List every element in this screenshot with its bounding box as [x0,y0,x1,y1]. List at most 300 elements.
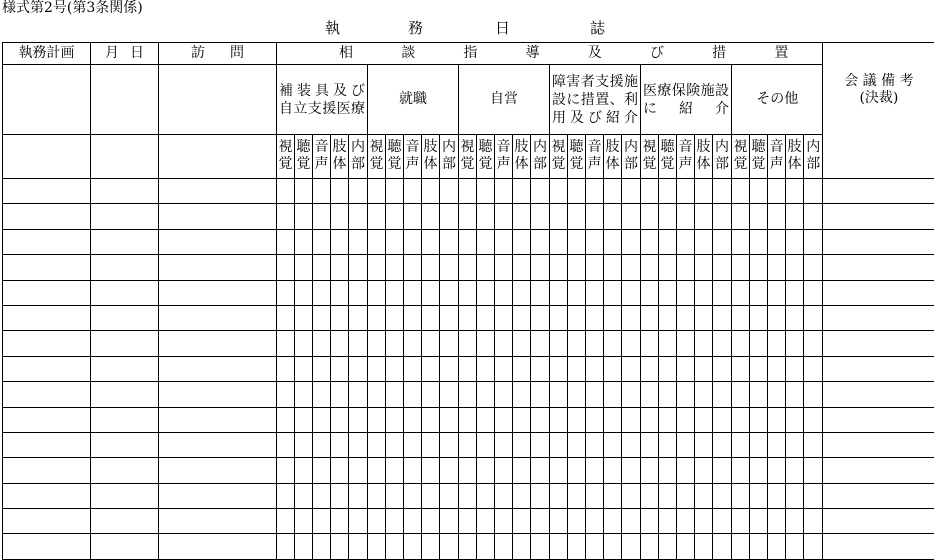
entry-cell[interactable] [713,331,732,356]
entry-cell[interactable] [586,483,604,508]
entry-cell[interactable] [295,509,313,534]
entry-cell[interactable] [695,509,713,534]
entry-cell[interactable] [531,407,550,432]
entry-cell[interactable] [422,432,440,457]
entry-cell[interactable] [331,280,349,305]
entry-cell[interactable] [404,458,422,483]
entry-cell[interactable] [349,280,368,305]
entry-cell[interactable] [349,305,368,330]
entry-cell[interactable] [331,509,349,534]
entry-cell[interactable] [659,534,677,559]
entry-cell[interactable] [823,331,934,356]
entry-cell[interactable] [804,458,823,483]
entry-cell[interactable] [91,331,159,356]
entry-cell[interactable] [750,255,768,280]
entry-cell[interactable] [513,179,531,204]
entry-cell[interactable] [477,229,495,254]
entry-cell[interactable] [586,407,604,432]
entry-cell[interactable] [513,483,531,508]
entry-cell[interactable] [3,356,91,381]
entry-cell[interactable] [677,255,695,280]
entry-cell[interactable] [604,407,622,432]
entry-cell[interactable] [531,534,550,559]
entry-cell[interactable] [159,331,277,356]
entry-cell[interactable] [550,179,568,204]
entry-cell[interactable] [568,305,586,330]
entry-cell[interactable] [422,483,440,508]
entry-cell[interactable] [440,331,459,356]
entry-cell[interactable] [786,509,804,534]
entry-cell[interactable] [459,534,477,559]
entry-cell[interactable] [440,255,459,280]
entry-cell[interactable] [91,534,159,559]
entry-cell[interactable] [823,179,934,204]
entry-cell[interactable] [459,331,477,356]
entry-cell[interactable] [622,407,641,432]
entry-cell[interactable] [568,255,586,280]
entry-cell[interactable] [459,382,477,407]
entry-cell[interactable] [768,509,786,534]
entry-cell[interactable] [3,179,91,204]
entry-cell[interactable] [786,255,804,280]
entry-cell[interactable] [568,483,586,508]
entry-cell[interactable] [513,534,531,559]
entry-cell[interactable] [695,483,713,508]
entry-cell[interactable] [677,382,695,407]
entry-cell[interactable] [531,280,550,305]
entry-cell[interactable] [786,229,804,254]
entry-cell[interactable] [550,305,568,330]
entry-cell[interactable] [295,229,313,254]
entry-cell[interactable] [622,509,641,534]
entry-cell[interactable] [91,382,159,407]
entry-cell[interactable] [495,229,513,254]
entry-cell[interactable] [459,458,477,483]
entry-cell[interactable] [404,204,422,229]
entry-cell[interactable] [804,280,823,305]
entry-cell[interactable] [159,179,277,204]
entry-cell[interactable] [277,179,295,204]
entry-cell[interactable] [823,483,934,508]
entry-cell[interactable] [368,432,386,457]
entry-cell[interactable] [313,432,331,457]
entry-cell[interactable] [622,382,641,407]
entry-cell[interactable] [568,534,586,559]
entry-cell[interactable] [732,229,750,254]
entry-cell[interactable] [477,179,495,204]
entry-cell[interactable] [823,255,934,280]
entry-cell[interactable] [277,509,295,534]
entry-cell[interactable] [159,483,277,508]
entry-cell[interactable] [768,356,786,381]
entry-cell[interactable] [404,229,422,254]
entry-cell[interactable] [732,280,750,305]
entry-cell[interactable] [622,179,641,204]
entry-cell[interactable] [91,255,159,280]
entry-cell[interactable] [750,509,768,534]
entry-cell[interactable] [586,255,604,280]
entry-cell[interactable] [695,229,713,254]
entry-cell[interactable] [277,331,295,356]
entry-cell[interactable] [641,179,659,204]
entry-cell[interactable] [641,509,659,534]
entry-cell[interactable] [422,229,440,254]
entry-cell[interactable] [404,179,422,204]
entry-cell[interactable] [713,255,732,280]
entry-cell[interactable] [786,356,804,381]
entry-cell[interactable] [531,458,550,483]
entry-cell[interactable] [713,534,732,559]
entry-cell[interactable] [3,458,91,483]
entry-cell[interactable] [586,458,604,483]
entry-cell[interactable] [459,432,477,457]
entry-cell[interactable] [91,407,159,432]
entry-cell[interactable] [440,458,459,483]
entry-cell[interactable] [677,229,695,254]
entry-cell[interactable] [622,229,641,254]
entry-cell[interactable] [422,534,440,559]
entry-cell[interactable] [331,331,349,356]
entry-cell[interactable] [568,280,586,305]
entry-cell[interactable] [641,382,659,407]
entry-cell[interactable] [368,255,386,280]
entry-cell[interactable] [568,331,586,356]
entry-cell[interactable] [331,534,349,559]
entry-cell[interactable] [659,305,677,330]
entry-cell[interactable] [823,229,934,254]
entry-cell[interactable] [331,305,349,330]
entry-cell[interactable] [349,255,368,280]
entry-cell[interactable] [750,483,768,508]
entry-cell[interactable] [295,356,313,381]
entry-cell[interactable] [440,280,459,305]
entry-cell[interactable] [586,382,604,407]
entry-cell[interactable] [550,458,568,483]
entry-cell[interactable] [695,179,713,204]
entry-cell[interactable] [604,483,622,508]
entry-cell[interactable] [550,382,568,407]
entry-cell[interactable] [513,407,531,432]
entry-cell[interactable] [331,255,349,280]
entry-cell[interactable] [277,305,295,330]
entry-cell[interactable] [368,458,386,483]
entry-cell[interactable] [440,407,459,432]
entry-cell[interactable] [804,407,823,432]
entry-cell[interactable] [550,483,568,508]
entry-cell[interactable] [823,280,934,305]
entry-cell[interactable] [659,382,677,407]
entry-cell[interactable] [440,204,459,229]
entry-cell[interactable] [604,255,622,280]
entry-cell[interactable] [732,305,750,330]
entry-cell[interactable] [804,255,823,280]
entry-cell[interactable] [159,229,277,254]
entry-cell[interactable] [677,356,695,381]
entry-cell[interactable] [477,432,495,457]
entry-cell[interactable] [641,255,659,280]
entry-cell[interactable] [331,483,349,508]
entry-cell[interactable] [404,483,422,508]
entry-cell[interactable] [786,280,804,305]
entry-cell[interactable] [477,356,495,381]
entry-cell[interactable] [622,255,641,280]
entry-cell[interactable] [440,229,459,254]
entry-cell[interactable] [659,280,677,305]
entry-cell[interactable] [768,331,786,356]
entry-cell[interactable] [3,305,91,330]
entry-cell[interactable] [513,255,531,280]
entry-cell[interactable] [695,255,713,280]
entry-cell[interactable] [622,280,641,305]
entry-cell[interactable] [459,356,477,381]
entry-cell[interactable] [622,483,641,508]
entry-cell[interactable] [495,432,513,457]
entry-cell[interactable] [586,509,604,534]
entry-cell[interactable] [550,255,568,280]
entry-cell[interactable] [368,331,386,356]
entry-cell[interactable] [823,356,934,381]
entry-cell[interactable] [695,356,713,381]
entry-cell[interactable] [786,179,804,204]
entry-cell[interactable] [659,356,677,381]
entry-cell[interactable] [277,458,295,483]
entry-cell[interactable] [386,255,404,280]
entry-cell[interactable] [313,280,331,305]
entry-cell[interactable] [641,204,659,229]
entry-cell[interactable] [768,407,786,432]
entry-cell[interactable] [495,509,513,534]
entry-cell[interactable] [695,534,713,559]
entry-cell[interactable] [368,305,386,330]
entry-cell[interactable] [404,255,422,280]
entry-cell[interactable] [804,534,823,559]
entry-cell[interactable] [313,255,331,280]
entry-cell[interactable] [659,179,677,204]
entry-cell[interactable] [586,204,604,229]
entry-cell[interactable] [713,483,732,508]
entry-cell[interactable] [804,356,823,381]
entry-cell[interactable] [586,331,604,356]
entry-cell[interactable] [495,483,513,508]
entry-cell[interactable] [477,204,495,229]
entry-cell[interactable] [531,483,550,508]
entry-cell[interactable] [531,305,550,330]
entry-cell[interactable] [622,331,641,356]
entry-cell[interactable] [659,458,677,483]
entry-cell[interactable] [368,356,386,381]
entry-cell[interactable] [295,255,313,280]
entry-cell[interactable] [804,382,823,407]
entry-cell[interactable] [440,509,459,534]
entry-cell[interactable] [3,432,91,457]
entry-cell[interactable] [459,255,477,280]
entry-cell[interactable] [159,382,277,407]
entry-cell[interactable] [568,509,586,534]
entry-cell[interactable] [659,509,677,534]
entry-cell[interactable] [313,331,331,356]
entry-cell[interactable] [3,407,91,432]
entry-cell[interactable] [159,305,277,330]
entry-cell[interactable] [3,483,91,508]
entry-cell[interactable] [404,534,422,559]
entry-cell[interactable] [641,280,659,305]
entry-cell[interactable] [459,483,477,508]
entry-cell[interactable] [477,483,495,508]
entry-cell[interactable] [295,458,313,483]
entry-cell[interactable] [3,509,91,534]
entry-cell[interactable] [495,305,513,330]
entry-cell[interactable] [786,382,804,407]
entry-cell[interactable] [295,179,313,204]
entry-cell[interactable] [159,458,277,483]
entry-cell[interactable] [277,483,295,508]
entry-cell[interactable] [823,204,934,229]
entry-cell[interactable] [331,458,349,483]
entry-cell[interactable] [659,204,677,229]
entry-cell[interactable] [768,382,786,407]
entry-cell[interactable] [386,305,404,330]
entry-cell[interactable] [659,483,677,508]
entry-cell[interactable] [786,458,804,483]
entry-cell[interactable] [295,204,313,229]
entry-cell[interactable] [349,229,368,254]
entry-cell[interactable] [641,229,659,254]
entry-cell[interactable] [404,305,422,330]
entry-cell[interactable] [732,509,750,534]
entry-cell[interactable] [368,229,386,254]
entry-cell[interactable] [732,356,750,381]
entry-cell[interactable] [159,255,277,280]
entry-cell[interactable] [823,407,934,432]
entry-cell[interactable] [604,331,622,356]
entry-cell[interactable] [568,356,586,381]
entry-cell[interactable] [159,204,277,229]
entry-cell[interactable] [568,229,586,254]
entry-cell[interactable] [513,509,531,534]
entry-cell[interactable] [677,407,695,432]
entry-cell[interactable] [459,204,477,229]
entry-cell[interactable] [495,382,513,407]
entry-cell[interactable] [531,356,550,381]
entry-cell[interactable] [349,483,368,508]
entry-cell[interactable] [695,458,713,483]
entry-cell[interactable] [3,229,91,254]
entry-cell[interactable] [604,382,622,407]
entry-cell[interactable] [550,407,568,432]
entry-cell[interactable] [313,229,331,254]
entry-cell[interactable] [677,509,695,534]
entry-cell[interactable] [495,179,513,204]
entry-cell[interactable] [386,534,404,559]
entry-cell[interactable] [459,407,477,432]
entry-cell[interactable] [622,534,641,559]
entry-cell[interactable] [159,509,277,534]
entry-cell[interactable] [295,432,313,457]
entry-cell[interactable] [768,280,786,305]
entry-cell[interactable] [349,331,368,356]
entry-cell[interactable] [313,483,331,508]
entry-cell[interactable] [531,432,550,457]
entry-cell[interactable] [440,534,459,559]
entry-cell[interactable] [313,204,331,229]
entry-cell[interactable] [459,509,477,534]
entry-cell[interactable] [513,229,531,254]
entry-cell[interactable] [277,382,295,407]
entry-cell[interactable] [677,483,695,508]
entry-cell[interactable] [313,382,331,407]
entry-cell[interactable] [786,305,804,330]
entry-cell[interactable] [550,509,568,534]
entry-cell[interactable] [550,229,568,254]
entry-cell[interactable] [604,432,622,457]
entry-cell[interactable] [159,280,277,305]
entry-cell[interactable] [695,204,713,229]
entry-cell[interactable] [313,458,331,483]
entry-cell[interactable] [768,458,786,483]
entry-cell[interactable] [295,407,313,432]
entry-cell[interactable] [422,305,440,330]
entry-cell[interactable] [477,255,495,280]
entry-cell[interactable] [313,407,331,432]
entry-cell[interactable] [513,204,531,229]
entry-cell[interactable] [786,483,804,508]
entry-cell[interactable] [604,204,622,229]
entry-cell[interactable] [713,432,732,457]
entry-cell[interactable] [804,305,823,330]
entry-cell[interactable] [386,458,404,483]
entry-cell[interactable] [495,331,513,356]
entry-cell[interactable] [495,407,513,432]
entry-cell[interactable] [732,407,750,432]
entry-cell[interactable] [477,331,495,356]
entry-cell[interactable] [386,204,404,229]
entry-cell[interactable] [295,483,313,508]
entry-cell[interactable] [550,204,568,229]
entry-cell[interactable] [91,432,159,457]
entry-cell[interactable] [586,229,604,254]
entry-cell[interactable] [3,280,91,305]
entry-cell[interactable] [404,509,422,534]
entry-cell[interactable] [622,305,641,330]
entry-cell[interactable] [732,432,750,457]
entry-cell[interactable] [677,534,695,559]
entry-cell[interactable] [3,331,91,356]
entry-cell[interactable] [804,229,823,254]
entry-cell[interactable] [768,255,786,280]
entry-cell[interactable] [477,280,495,305]
entry-cell[interactable] [277,407,295,432]
entry-cell[interactable] [368,509,386,534]
entry-cell[interactable] [386,179,404,204]
entry-cell[interactable] [732,255,750,280]
entry-cell[interactable] [750,204,768,229]
entry-cell[interactable] [404,407,422,432]
entry-cell[interactable] [331,229,349,254]
entry-cell[interactable] [349,179,368,204]
entry-cell[interactable] [531,331,550,356]
entry-cell[interactable] [677,305,695,330]
entry-cell[interactable] [750,280,768,305]
entry-cell[interactable] [641,432,659,457]
entry-cell[interactable] [695,280,713,305]
entry-cell[interactable] [750,407,768,432]
entry-cell[interactable] [495,280,513,305]
entry-cell[interactable] [295,280,313,305]
entry-cell[interactable] [513,382,531,407]
entry-cell[interactable] [331,204,349,229]
entry-cell[interactable] [422,509,440,534]
entry-cell[interactable] [313,509,331,534]
